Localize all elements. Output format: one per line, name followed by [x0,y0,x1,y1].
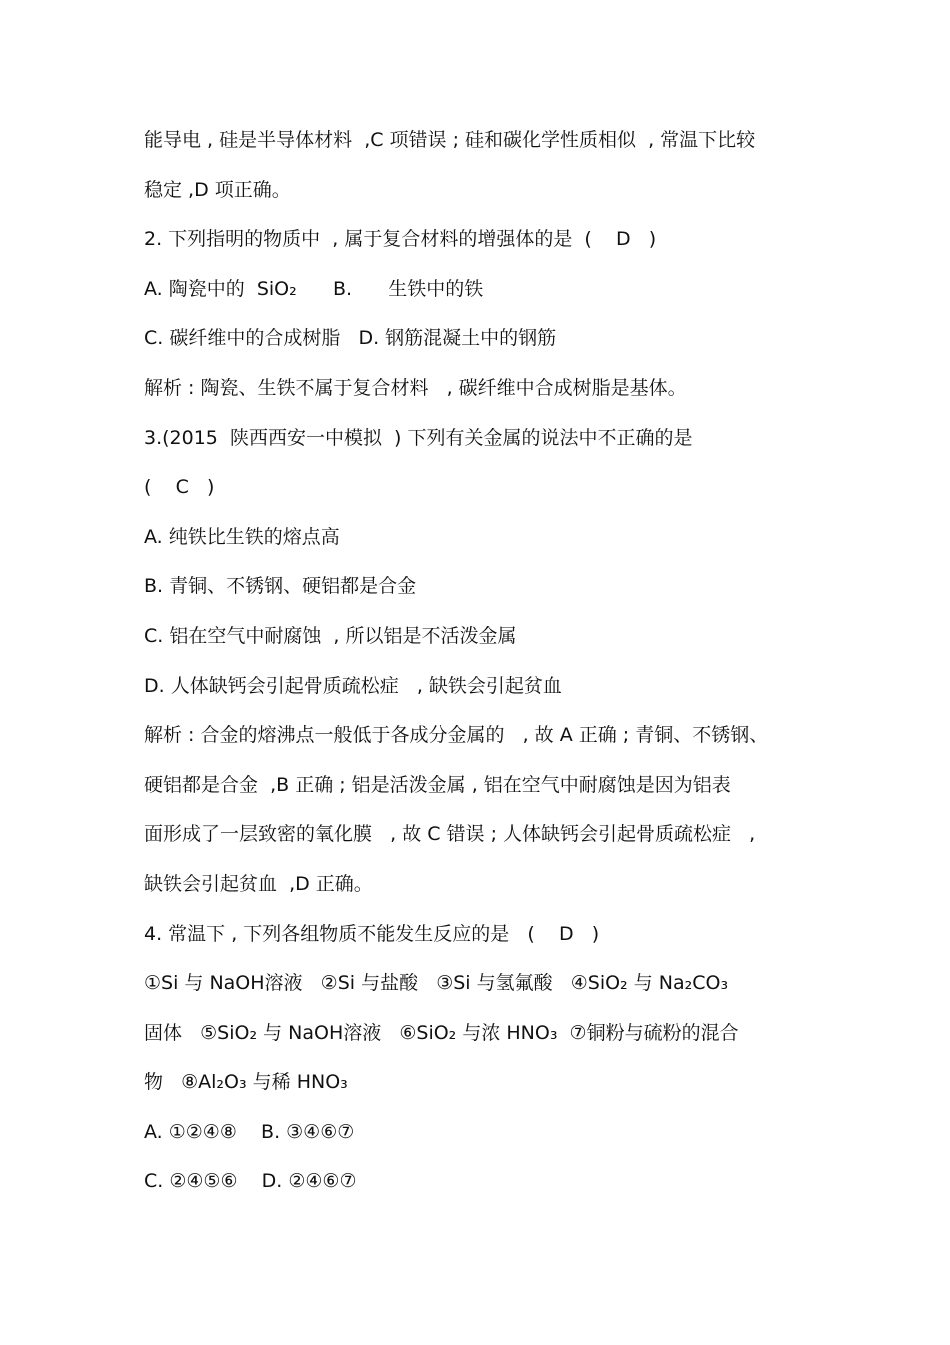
question-4-items: 固体 ⑤SiO₂ 与 NaOH溶液 ⑥SiO₂ 与浓 HNO₃ ⑦铜粉与硫粉的混合 [144,1021,739,1044]
question-2-options-cd: C. 碳纤维中的合成树脂 D. 钢筋混凝土中的钢筋 [144,327,557,350]
question-2-analysis: 解析 : 陶瓷、生铁不属于复合材料 , 碳纤维中合成树脂是基体。 [144,376,687,399]
question-4-items: ①Si 与 NaOH溶液 ②Si 与盐酸 ③Si 与氢氟酸 ④SiO₂ 与 Na₂CO₃ [144,972,729,995]
question-3-analysis: 硬铝都是合金 ,B 正确 ; 铝是活泼金属 , 铝在空气中耐腐蚀是因为铝表 [144,773,731,796]
question-3-analysis: 解析 : 合金的熔沸点一般低于各成分金属的 , 故 A 正确 ; 青铜、不锈钢、 [144,724,769,747]
question-3-option-a: A. 纯铁比生铁的熔点高 [144,525,340,548]
document-body [144,116,814,1207]
question-3-option-c: C. 铝在空气中耐腐蚀 , 所以铝是不活泼金属 [144,624,517,647]
question-3-analysis: 缺铁会引起贫血 ,D 正确。 [144,872,373,895]
question-4-options-ab: A. ①②④⑧ B. ③④⑥⑦ [144,1120,355,1143]
question-2-stem: 2. 下列指明的物质中 , 属于复合材料的增强体的是 ( D ) [144,228,657,251]
question-3-stem: 3.(2015 陕西西安一中模拟 ) 下列有关金属的说法中不正确的是 [144,426,693,449]
question-3-answer: ( C ) [144,476,215,499]
question-3-analysis: 面形成了一层致密的氧化膜 , 故 C 错误 ; 人体缺钙会引起骨质疏松症 , [144,823,756,846]
text-line: 能导电 , 硅是半导体材料 ,C 项错误 ; 硅和碳化学性质相似 , 常温下比较 [144,129,756,151]
text-line: 稳定 ,D 项正确。 [144,178,291,201]
question-4-options-cd: C. ②④⑤⑥ D. ②④⑥⑦ [144,1170,357,1193]
question-3-option-b: B. 青铜、不锈钢、硬铝都是合金 [144,575,417,598]
question-3-option-d: D. 人体缺钙会引起骨质疏松症 , 缺铁会引起贫血 [144,674,562,697]
question-2-options-ab: A. 陶瓷中的 SiO₂ B. 生铁中的铁 [144,277,484,300]
question-4-stem: 4. 常温下 , 下列各组物质不能发生反应的是 ( D ) [144,922,600,945]
question-4-items: 物 ⑧Al₂O₃ 与稀 HNO₃ [144,1071,348,1094]
